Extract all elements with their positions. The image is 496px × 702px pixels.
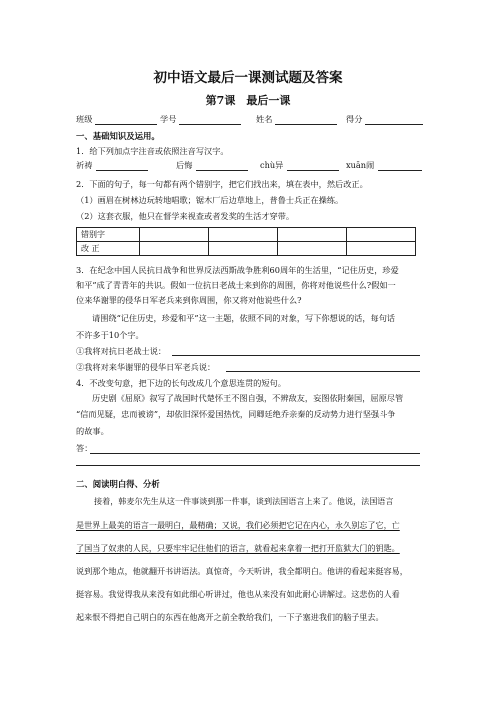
q4-text: 4．不改变句意，把下边的长句改成几个意思连贯的短句。 bbox=[76, 378, 286, 388]
section1-heading: 一、基础知识及运用。 bbox=[76, 131, 160, 141]
table-cell[interactable] bbox=[278, 242, 347, 256]
field-score-blank[interactable] bbox=[365, 115, 423, 125]
q3-answer-1-label: ①我将对抗日老战士说： bbox=[76, 346, 167, 356]
q3-line-1: 3．在纪念中国人民抗日战争和世界反法西斯战争胜利60周年的生活里，“记住历史，珍爱 bbox=[76, 265, 399, 275]
q2-text: 2．下面的句子，每一句都有两个错别字，把它们找出来，填在表中，然后改正。 bbox=[76, 179, 368, 189]
field-score bbox=[346, 114, 423, 125]
q1-item-1-label: 祈祷 bbox=[76, 160, 93, 170]
reading-line-1 bbox=[94, 496, 393, 507]
table-cell[interactable] bbox=[209, 242, 278, 256]
field-name-blank[interactable] bbox=[275, 115, 337, 125]
q4-line-1: 历史剧《屈原》叙写了战国时代楚怀王不图自强，不辨敌友，妄图依附秦国，屈原尽管 bbox=[92, 393, 404, 403]
table-row bbox=[77, 242, 416, 256]
q1-text: 1．给下列加点字注音或依照注音写汉字。 bbox=[76, 146, 229, 156]
answer-line-1[interactable] bbox=[90, 453, 420, 454]
table-cell[interactable] bbox=[347, 242, 416, 256]
q1-item-1-blank[interactable] bbox=[96, 161, 148, 171]
q3-line-5: 不许多于10个字。 bbox=[76, 330, 144, 340]
table-row-label-corrections: 改 正 bbox=[77, 242, 140, 256]
q1-item-2-blank[interactable] bbox=[196, 161, 248, 171]
field-id-blank[interactable] bbox=[179, 115, 241, 125]
reading-line-1-a: 接着，韩麦尔先生从这一件事谈到那一件事，谈到法国语言上来了。他说，法国语言 bbox=[94, 496, 394, 506]
q1-item-3-label: chù异 bbox=[260, 160, 284, 170]
q3-line-2: 和平”成了青青年的共识。假如一位抗日老战士来到你的周围，你将对他说些什么?假如一 bbox=[76, 280, 396, 290]
field-id bbox=[160, 114, 241, 125]
reading-line-4: 说到那个地点，他就翻开书讲语法。真惊奇，今天听讲，我全都明白。他讲的看起来挺容易， bbox=[76, 566, 408, 576]
field-name-label: 姓名 bbox=[256, 114, 273, 124]
q2-sentence-2: （2）这套衣服，他只在督学来视查或者发奖的生活才穿带。 bbox=[76, 211, 295, 221]
reading-line-2: 是世界上最美的语言一最明白，最精确；又说，我们必须把它记在内心，永久别忘了它，亡 bbox=[76, 520, 400, 530]
q1-item-3-blank[interactable] bbox=[287, 161, 339, 171]
q3-answer-2-label: ②我将对来华谢罪的侵华日军老兵说： bbox=[76, 362, 216, 372]
field-name bbox=[256, 114, 337, 125]
table-row bbox=[77, 228, 416, 242]
doc-title: 初中语文最后一课测试题及答案 bbox=[153, 70, 343, 86]
q3-line-3: 位来华谢罪的侵华日军老兵来到你周围，你又将对他说些什么? bbox=[76, 295, 302, 305]
field-score-label: 得分 bbox=[346, 114, 363, 124]
q2-sentence-1: （1）画眉在树林边玩转地唱歌；锯木厂后边草地上，普鲁士兵正在操练。 bbox=[76, 195, 344, 205]
answer-line-2[interactable] bbox=[76, 465, 420, 466]
q1-item-3 bbox=[260, 160, 339, 171]
q3-line-4: 请围绕“记住历史，珍爱和平”这一主题，依照不同的对象，写下你想说的话，每句话 bbox=[92, 313, 396, 323]
table-row-label-errors: 错别字 bbox=[77, 228, 140, 242]
field-class-label: 班级 bbox=[76, 114, 93, 124]
table-cell[interactable] bbox=[209, 228, 278, 242]
q1-item-4-label: xuān闹 bbox=[346, 160, 375, 170]
table-cell[interactable] bbox=[140, 228, 209, 242]
doc-subtitle: 第7课 最后一课 bbox=[205, 94, 291, 107]
q1-item-2 bbox=[176, 160, 248, 171]
q3-answer-2-line[interactable] bbox=[226, 371, 420, 372]
field-class-blank[interactable] bbox=[95, 115, 157, 125]
table-cell[interactable] bbox=[140, 242, 209, 256]
q4-line-2: “信而见疑，忠而被谤”，却依旧深怀爱国热忱，同卿廷绝乔亲秦的反动势力进行坚强斗争 bbox=[76, 409, 396, 419]
correction-table bbox=[76, 227, 416, 256]
q3-answer-1-line[interactable] bbox=[172, 355, 420, 356]
table-cell[interactable] bbox=[347, 228, 416, 242]
field-class bbox=[76, 114, 157, 125]
q1-item-4-blank[interactable] bbox=[378, 161, 422, 171]
q1-item-1 bbox=[76, 160, 148, 171]
reading-line-5: 挺容易。我觉得我从来没有如此细心听讲过，他也从来没有如此耐心讲解过。这悲伤的人看 bbox=[76, 589, 400, 599]
table-cell[interactable] bbox=[278, 228, 347, 242]
field-id-label: 学号 bbox=[160, 114, 177, 124]
q1-item-2-label: 后悔 bbox=[176, 160, 193, 170]
q1-item-4 bbox=[346, 160, 422, 171]
answer-label: 答： bbox=[76, 443, 93, 453]
section2-heading: 二、阅读明白得、分析 bbox=[76, 479, 160, 489]
reading-line-6: 起来恨不得把自己明白的东西在他离开之前全教给我们，一下子塞进我们的脑子里去。 bbox=[76, 612, 384, 622]
q4-line-3: 的故事。 bbox=[76, 426, 109, 436]
reading-line-3: 了国当了奴隶的人民，只要牢牢记住他们的语言，就看起来拿着一把打开监狱大门的钥匙。 bbox=[76, 543, 400, 553]
